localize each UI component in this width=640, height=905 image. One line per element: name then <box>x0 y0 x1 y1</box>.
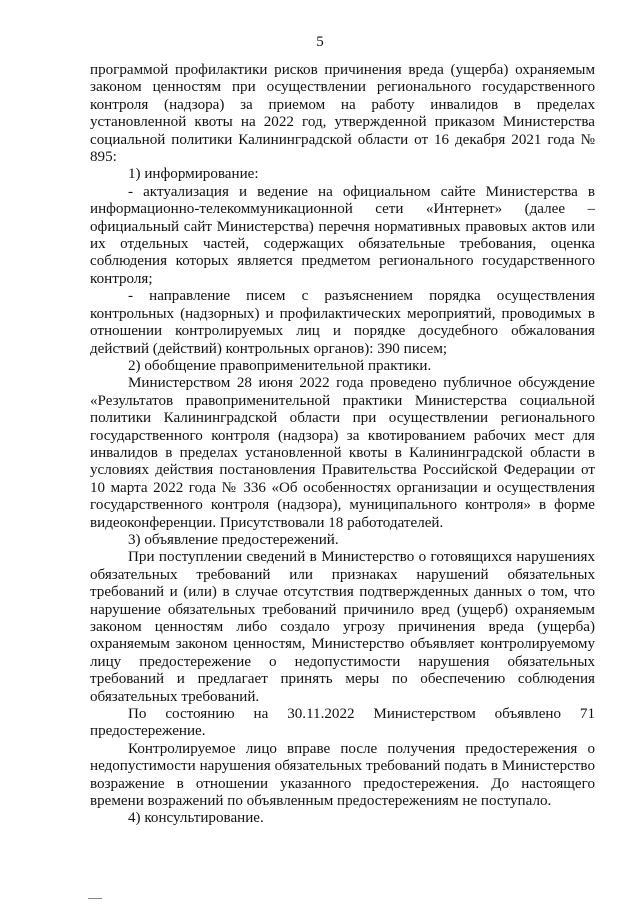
list-heading-practice: 2) обобщение правоприменительной практики. <box>128 357 432 374</box>
list-heading-warnings: 3) объявление предостережений. <box>128 531 339 548</box>
list-item: - актуализация и ведение на официальном сайте Министерства в информационно-телекоммуникационной сети «Интернет» (далее – официальный сайт Министерства) перечня нормативных правовых актов или их отдельных частей, содержащих обязательные требования, оценка соблюдения которых является предметом регионального государственного контроля; <box>90 183 595 287</box>
list-item: - направление писем с разъяснением порядка осуществления контрольных (надзорных) и профилактических мероприятий, проводимых в отношении контролируемых лиц и порядке досудебного обжалования действий (действий) контрольных органов): 390 писем; <box>90 288 595 357</box>
list-heading-informing: 1) информирование: <box>128 166 259 183</box>
paragraph: При поступлении сведений в Министерство о готовящихся нарушениях обязательных требований или признаках нарушений обязательных требований и (или) в случае отсутствия подтвержденных данных о том, что нарушение обязательных требований причинило вред (ущерб) охраняемым законом ценностям либо создало угрозу причинения вреда (ущерба) охраняемым законом ценностям, Министерство объявляет контролируемому лицу предостережение о недопустимости нарушения обязательных требований и предлагает принять меры по обеспечению соблюдения обязательных требований. <box>90 549 595 705</box>
document-body <box>90 62 595 828</box>
paragraph: Контролируемое лицо вправе после получения предостережения о недопустимости нарушения обязательных требований подать в Министерство возражение в отношении указанного предостережения. До настоящего времени возражений по объявленным предостережениям не поступало. <box>90 740 595 810</box>
paragraph: Министерством 28 июня 2022 года проведено публичное обсуждение «Результатов правоприменительной практики Министерства социальной политики Калининградской области при осуществлении регионального государственного контроля (надзора) за квотированием рабочих мест для инвалидов в пределах установленной квоты в Калининградской области в условиях действия постановления Правительства Российской Федерации от 10 марта 2022 года № 336 «Об особенностях организации и осуществления государственного контроля (надзора), муниципального контроля» в форме видеоконференции. Присутствовали 18 работодателей. <box>90 375 595 531</box>
paragraph: По состоянию на 30.11.2022 Министерством объявлено 71 предостережение. <box>90 706 595 740</box>
bottom-rule <box>88 898 102 899</box>
paragraph: программой профилактики рисков причинения вреда (ущерба) охраняемым законом ценностям при осуществлении регионального государственного контроля (надзора) за приемом на работу инвалидов в пределах установленной квоты на 2022 год, утвержденной приказом Министерства социальной политики Калининградской области от 16 декабря 2021 года № 895: <box>90 62 595 166</box>
page-number: 5 <box>316 34 324 50</box>
list-heading-consulting: 4) консультирование. <box>128 810 264 827</box>
